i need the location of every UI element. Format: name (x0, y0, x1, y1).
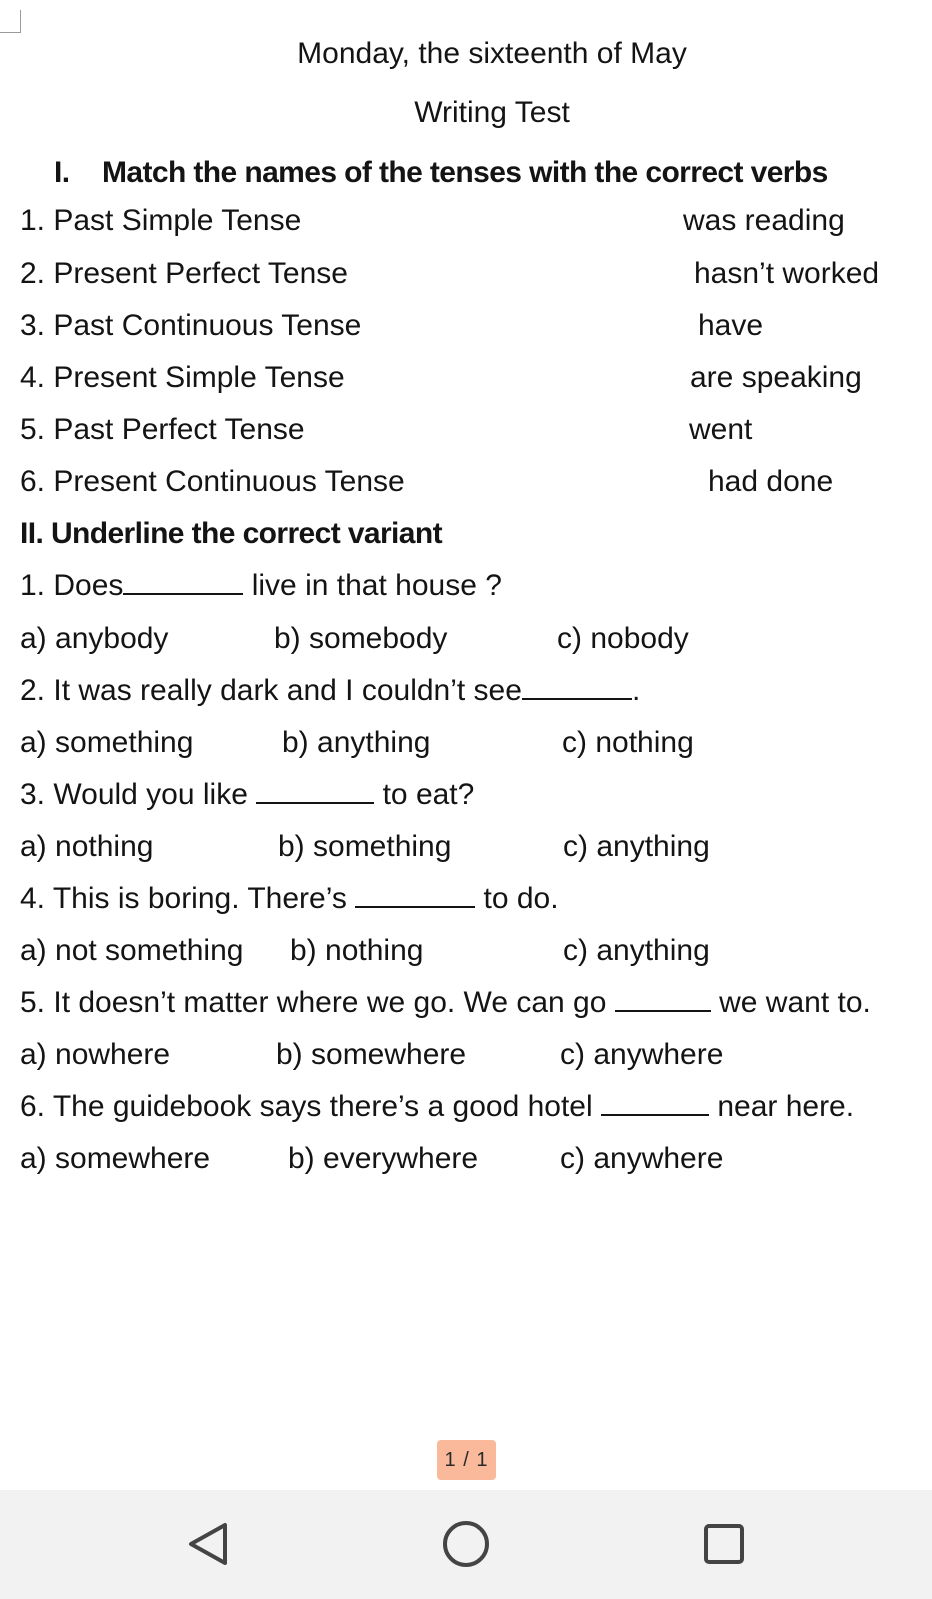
document-date: Monday, the sixteenth of May (297, 37, 687, 70)
verb-item: hasn’t worked (694, 257, 880, 290)
verb-item: are speaking (690, 361, 862, 394)
option-c: c) anywhere (560, 1038, 724, 1071)
question-text: near here. (708, 1090, 855, 1123)
question-text: 4. This is boring. There’s (20, 882, 356, 915)
recents-square-icon (701, 1521, 747, 1567)
document-title: Writing Test (414, 96, 570, 129)
question-4 (20, 881, 559, 917)
answer-blank (355, 882, 475, 908)
tense-item: 2. Present Perfect Tense (20, 257, 348, 290)
answer-blank (615, 986, 711, 1012)
page-indicator: 1 / 1 (437, 1440, 496, 1480)
option-a: a) anybody (20, 622, 169, 655)
question-3 (20, 777, 474, 813)
recents-button[interactable] (692, 1512, 756, 1576)
question-text: we want to. (710, 986, 871, 1019)
verb-item: went (689, 413, 753, 446)
question-text: 5. It doesn’t matter where we go. We can go (20, 986, 615, 1019)
answer-blank (256, 778, 374, 804)
answer-blank (601, 1090, 709, 1116)
option-c: c) nobody (557, 622, 689, 655)
home-circle-icon (440, 1518, 492, 1570)
tense-item: 4. Present Simple Tense (20, 361, 345, 394)
answer-blank (123, 569, 243, 595)
page-corner-mark (0, 10, 21, 33)
tense-item: 6. Present Continuous Tense (20, 465, 405, 498)
option-a: a) something (20, 726, 194, 759)
question-text: 1. Does (20, 569, 124, 602)
option-b: b) anything (282, 726, 431, 759)
option-c: c) anywhere (560, 1142, 724, 1175)
option-a: a) not something (20, 934, 244, 967)
question-text: 6. The guidebook says there’s a good hotel (20, 1090, 601, 1123)
back-triangle-icon (185, 1519, 231, 1569)
option-b: b) nothing (290, 934, 424, 967)
tense-item: 3. Past Continuous Tense (20, 309, 362, 342)
question-text: to eat? (374, 778, 475, 811)
option-a: a) nowhere (20, 1038, 171, 1071)
verb-item: was reading (683, 204, 845, 237)
section-2-heading: II. Underline the correct variant (20, 517, 442, 550)
tense-item: 5. Past Perfect Tense (20, 413, 305, 446)
option-c: c) nothing (562, 726, 694, 759)
question-text: 3. Would you like (20, 778, 257, 811)
section-1-number: I. (54, 156, 70, 189)
question-text: 2. It was really dark and I couldn’t see (20, 674, 522, 707)
verb-item: have (698, 309, 764, 342)
question-6 (20, 1089, 854, 1125)
option-c: c) anything (563, 830, 710, 863)
option-a: a) somewhere (20, 1142, 211, 1175)
option-c: c) anything (563, 934, 710, 967)
answer-blank (522, 674, 632, 700)
option-b: b) something (278, 830, 452, 863)
tense-item: 1. Past Simple Tense (20, 204, 302, 237)
option-b: b) somebody (274, 622, 448, 655)
option-b: b) everywhere (288, 1142, 479, 1175)
question-1 (20, 568, 502, 604)
question-text: . (631, 674, 641, 707)
question-text: live in that house ? (243, 569, 502, 602)
option-b: b) somewhere (276, 1038, 467, 1071)
system-navigation-bar (0, 1490, 932, 1599)
section-1-heading: Match the names of the tenses with the correct verbs (102, 156, 828, 189)
option-a: a) nothing (20, 830, 154, 863)
home-button[interactable] (434, 1512, 498, 1576)
question-2 (20, 673, 640, 709)
question-text: to do. (475, 882, 559, 915)
question-5 (20, 985, 871, 1021)
back-button[interactable] (176, 1512, 240, 1576)
verb-item: had done (708, 465, 834, 498)
